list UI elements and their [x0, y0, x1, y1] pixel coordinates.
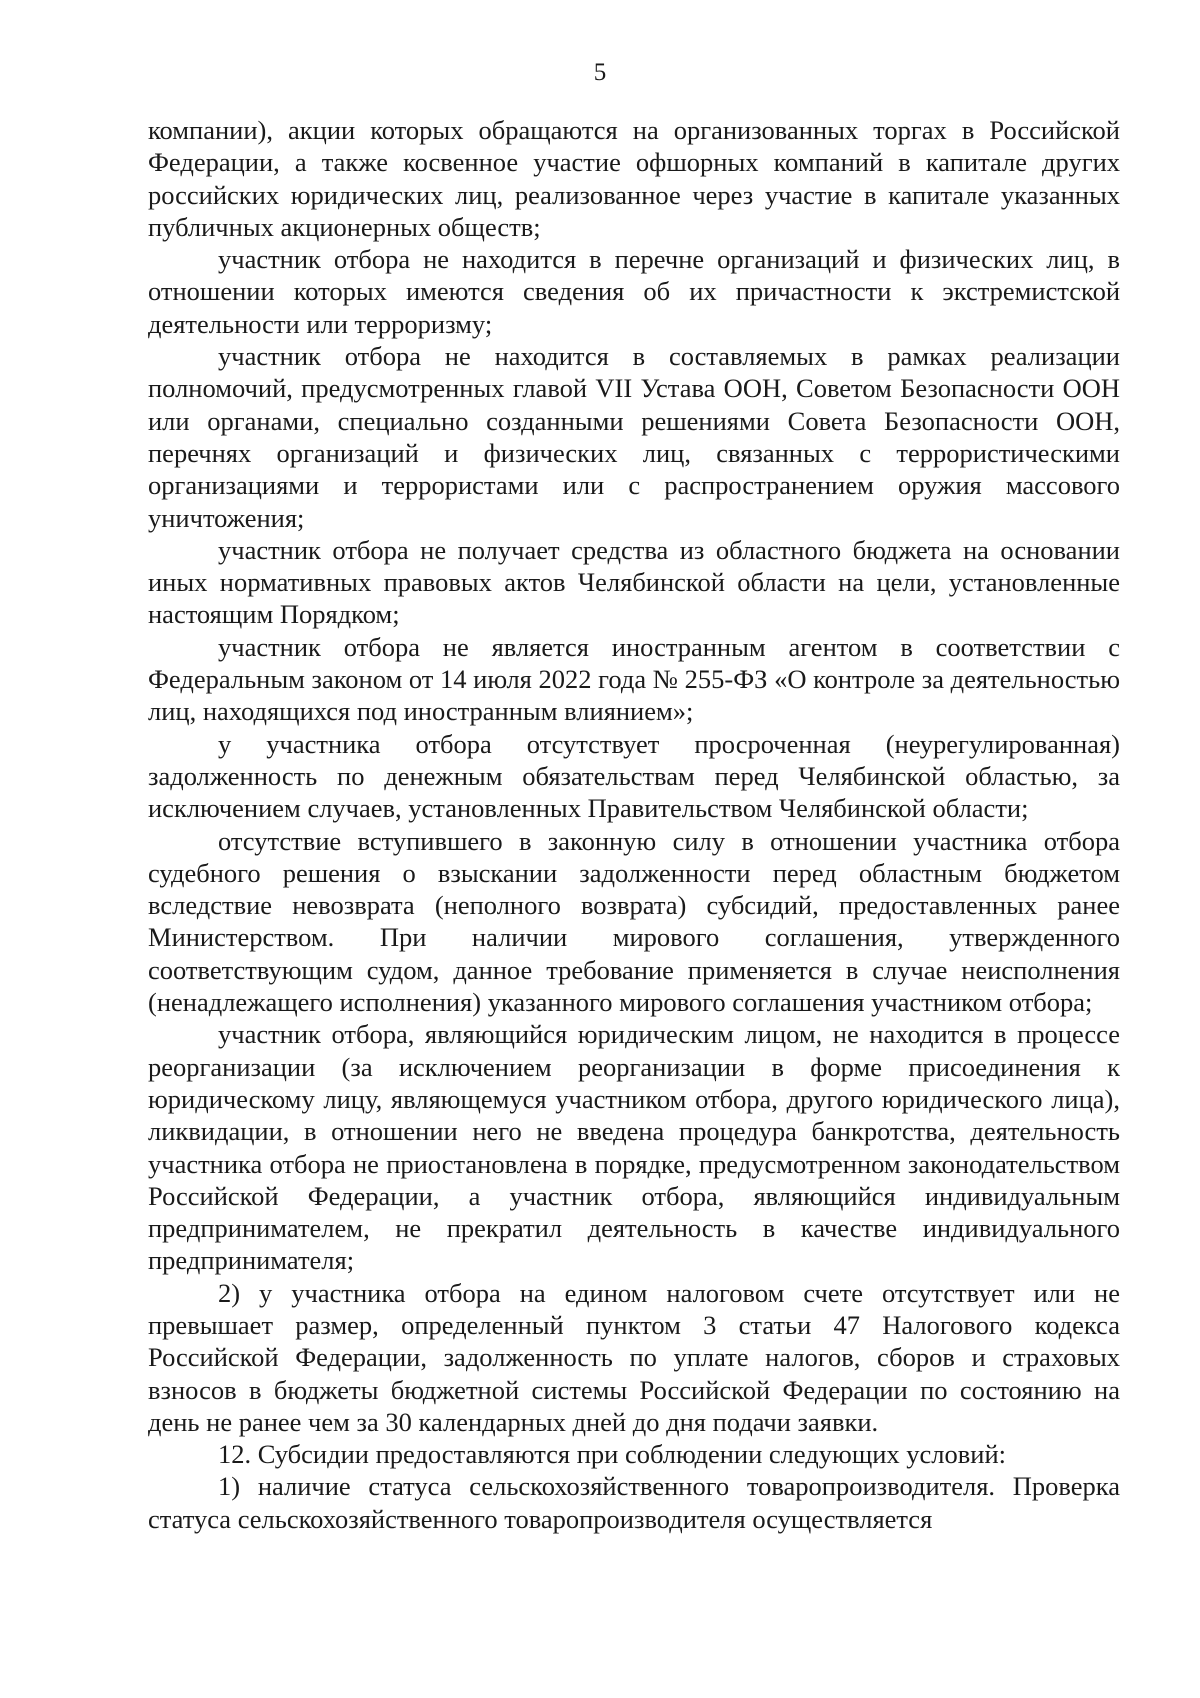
paragraph-1: компании), акции которых обращаются на организованных торгах в Российской Федерации, а также косвенное участие офшорных компаний в капитале других российских юридических лиц, реализованное через участие в капитале указанных публичных акционерных обществ; [148, 115, 1120, 242]
paragraph-4: участник отбора не получает средства из областного бюджета на основании иных нормативных правовых актов Челябинской области на цели, установленные настоящим Порядком; [148, 534, 1120, 630]
paragraph-5: участник отбора не является иностранным агентом в соответствии с Федеральным законом от 14 июля 2022 года № 255-ФЗ «О контроле за деятельностью лиц, находящихся под иностранным влиянием»; [148, 631, 1120, 727]
page-number: 5 [593, 59, 607, 86]
paragraph-11: 1) наличие статуса сельскохозяйственного товаропроизводителя. Проверка статуса сельскохозяйственного товаропроизводителя осуществляется [148, 1471, 1120, 1534]
paragraph-3: участник отбора не находится в составляемых в рамках реализации полномочий, предусмотренных главой VII Устава ООН, Советом Безопасности ООН или органами, специально созданными решениями Совета Безопасности ООН, перечнях организаций и физических лиц, связанных с террористическими организациями и террористами или с распространением оружия массового уничтожения; [148, 341, 1120, 533]
paragraph-9: 2) у участника отбора на едином налоговом счете отсутствует или не превышает размер, определенный пунктом 3 статьи 47 Налогового кодекса Российской Федерации, задолженность по уплате налогов, сборов и страховых взносов в бюджеты бюджетной системы Российской Федерации по состоянию на день не ранее чем за 30 календарных дней до дня подачи заявки. [148, 1277, 1120, 1437]
paragraph-10: 12. Субсидии предоставляются при соблюдении следующих условий: [218, 1439, 1007, 1470]
paragraph-8: участник отбора, являющийся юридическим лицом, не находится в процессе реорганизации (за исключением реорганизации в форме присоединения к юридическому лицу, являющемуся участником отбора, другого юридического лица), ликвидации, в отношении него не введена процедура банкротства, деятельность участника отбора не приостановлена в порядке, предусмотренном законодательством Российской Федерации, а участник отбора, являющийся индивидуальным предпринимателем, не прекратил деятельность в качестве индивидуального предпринимателя; [148, 1019, 1120, 1276]
document-body [148, 114, 1120, 1535]
paragraph-6: у участника отбора отсутствует просроченная (неурегулированная) задолженность по денежным обязательствам перед Челябинской областью, за исключением случаев, установленных Правительством Челябинской области; [148, 728, 1120, 824]
paragraph-2: участник отбора не находится в перечне организаций и физических лиц, в отношении которых имеются сведения об их причастности к экстремистской деятельности или терроризму; [148, 244, 1120, 339]
paragraph-7: отсутствие вступившего в законную силу в отношении участника отбора судебного решения о взыскании задолженности перед областным бюджетом вследствие невозврата (неполного возврата) субсидий, предоставленных ранее Министерством. При наличии мирового соглашения, утвержденного соответствующим судом, данное требование применяется в случае неисполнения (ненадлежащего исполнения) указанного мирового соглашения участником отбора; [148, 825, 1120, 1018]
